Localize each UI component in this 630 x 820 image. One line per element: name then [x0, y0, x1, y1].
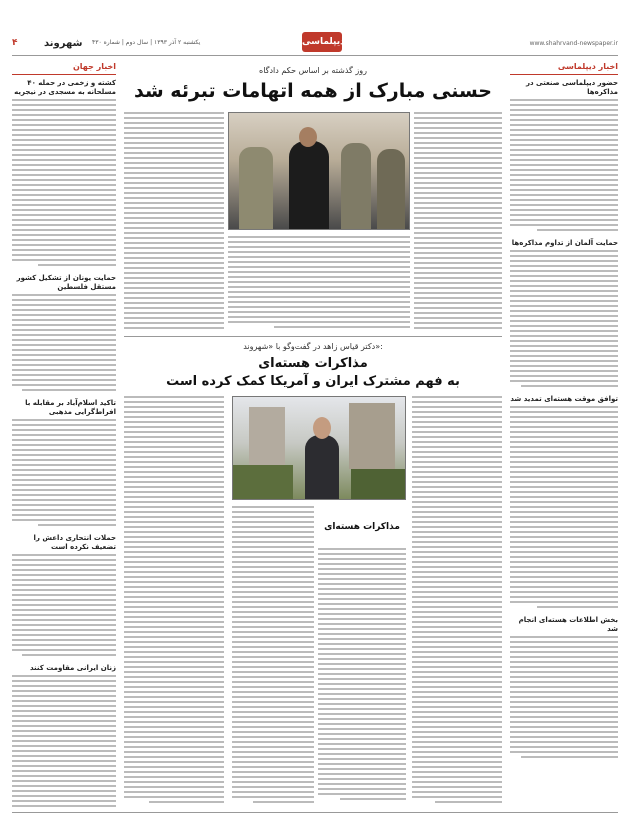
interview-kicker: دکتر قیاس زاهد در گفت‌وگو با «شهروند»:	[243, 342, 383, 351]
interview-headline-line-2: به فهم مشترک ایران و آمریکا کمک کرده است	[166, 374, 460, 389]
news-photo	[228, 112, 410, 230]
body-text	[12, 294, 116, 391]
interview-body-left	[124, 396, 224, 808]
pull-quote: مذاکرات هسته‌ای	[324, 522, 400, 532]
footer-divider	[12, 812, 618, 813]
body-text	[510, 636, 618, 758]
body-text	[12, 554, 116, 656]
interview-body-center-right	[318, 548, 406, 808]
story-divider	[124, 336, 502, 337]
masthead-divider	[12, 55, 618, 56]
left-news-column	[12, 62, 116, 808]
interview-body-right	[412, 396, 502, 808]
body-text	[12, 675, 116, 808]
story-body-center	[228, 236, 410, 332]
body-text	[510, 406, 618, 608]
body-text	[12, 419, 116, 526]
interview-photo	[232, 396, 406, 500]
body-text	[510, 99, 618, 231]
interview-body-center-left	[232, 506, 314, 808]
interview-headline-line-1: مذاکرات هسته‌ای	[258, 356, 368, 371]
list-item: حملات انتحاری داعش را تضعیف نکرده است	[12, 534, 116, 656]
list-item: حمایت آلمان از تداوم مذاکره‌ها	[510, 239, 618, 387]
right-column-title: اخبار دیپلماسی	[510, 62, 618, 75]
site-url: www.shahrvand-newspaper.ir	[529, 40, 618, 47]
list-item: ۴۰ کشته و زخمی در حمله مسلحانه به مسجدی در نیجریه	[12, 79, 116, 266]
right-news-column	[510, 62, 618, 808]
left-column-title: اخبار جهان	[12, 62, 116, 75]
list-item: حمایت یونان از تشکیل کشور مستقل فلسطین	[12, 274, 116, 391]
list-item: زنان ایرانی مقاومت کنند	[12, 664, 116, 808]
newspaper-logo: شهروند	[44, 38, 83, 49]
date-line: یکشنبه ۲ آذر ۱۳۹۳ | سال دوم | شماره ۴۳۰	[92, 39, 201, 46]
body-text	[510, 250, 618, 387]
section-logo: دیپلماسی	[302, 32, 342, 52]
list-item: تاکید اسلام‌آباد بر مقابله با افراط‌گرایی مذهبی	[12, 399, 116, 526]
list-item: حضور دیپلماسی صنعتی در مذاکره‌ها	[510, 79, 618, 231]
story-body-left	[124, 112, 224, 332]
page-number: ۴	[12, 38, 18, 48]
masthead	[12, 38, 618, 52]
body-text	[12, 99, 116, 266]
list-item: توافق موقت هسته‌ای تمدید شد	[510, 395, 618, 608]
story-kicker: روز گذشته بر اساس حکم دادگاه	[259, 66, 367, 75]
list-item: بخش اطلاعات هسته‌ای انجام شد	[510, 616, 618, 758]
story-body-right	[414, 112, 502, 332]
story-headline: حسنی مبارک از همه اتهامات تبرئه شد	[134, 80, 492, 102]
